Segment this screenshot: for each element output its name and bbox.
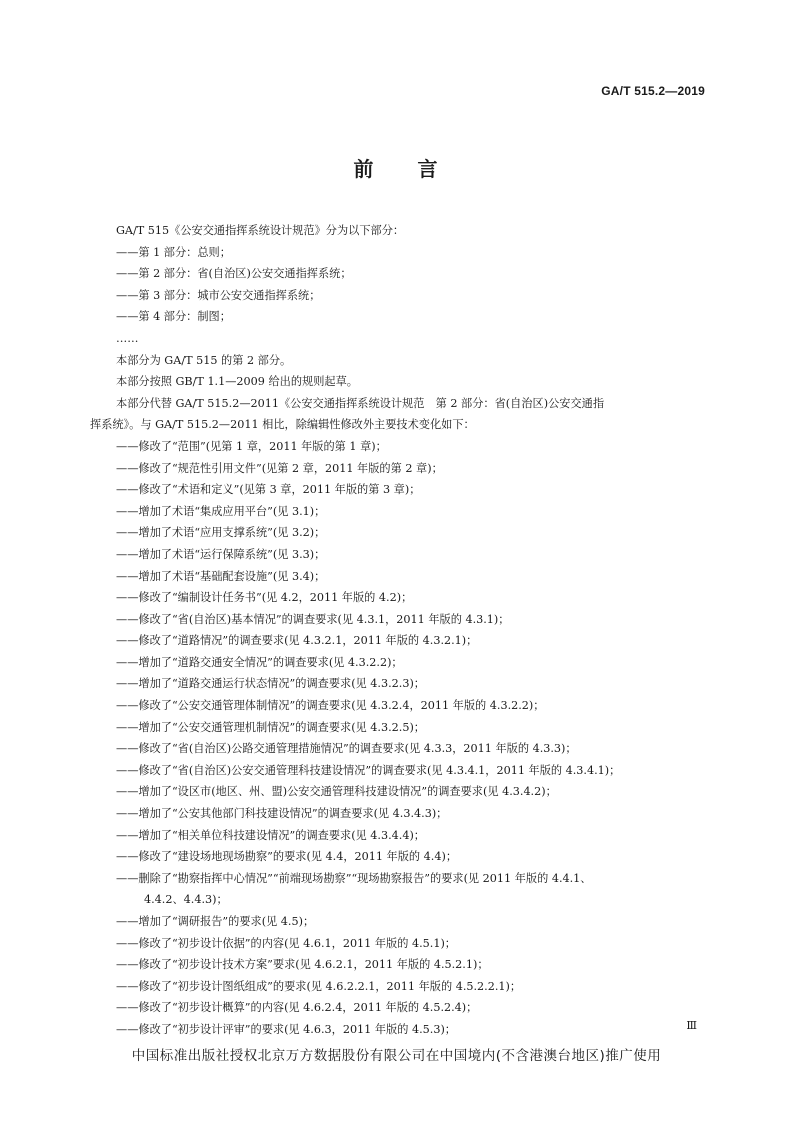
part-list-item: ——第 4 部分：制图；	[116, 310, 231, 324]
change-item: ——修改了“编制设计任务书”(见 4.2，2011 年版的 4.2)；	[116, 591, 413, 605]
change-item: ——增加了“调研报告”的要求(见 4.5)；	[116, 915, 315, 928]
change-item: ——增加了“道路交通安全情况”的调查要求(见 4.3.2.2)；	[116, 655, 403, 669]
change-item: ——修改了“道路情况”的调查要求(见 4.3.2.1，2011 年版的 4.3.2.1)；	[116, 634, 478, 648]
drafting-statement: 本部分按照 GB/T 1.1—2009 给出的规则起草。	[116, 375, 358, 389]
part-list-item: ——第 2 部分：省(自治区)公安交通指挥系统；	[116, 267, 352, 281]
part-statement: 本部分为 GA/T 515 的第 2 部分。	[116, 353, 292, 367]
change-item: ——增加了“道路交通运行状态情况”的调查要求(见 4.3.2.3)；	[116, 677, 425, 691]
title-char-2: 言	[417, 157, 440, 181]
change-item: ——修改了“省(自治区)公安交通管理科技建设情况”的调查要求(见 4.3.4.1，2011 年版的 4.3.4.1)；	[116, 763, 621, 777]
change-item: ——修改了“公安交通管理体制情况”的调查要求(见 4.3.2.4，2011 年版的 4.3.2.2)；	[116, 699, 545, 713]
change-item: ——增加了术语“集成应用平台”(见 3.1)；	[116, 504, 326, 518]
change-item: ——增加了“相关单位科技建设情况”的调查要求(见 4.3.4.4)；	[116, 828, 425, 842]
change-item: ——修改了“术语和定义”(见第 3 章，2011 年版的第 3 章)；	[116, 483, 421, 497]
change-item: ——增加了“公安交通管理机制情况”的调查要求(见 4.3.2.5)；	[116, 720, 425, 734]
change-item: ——修改了“范围”(见第 1 章，2011 年版的第 1 章)；	[116, 439, 387, 453]
change-item: ——增加了术语“基础配套设施”(见 3.4)；	[116, 569, 326, 583]
change-item: ——修改了“初步设计技术方案”要求(见 4.6.2.1，2011 年版的 4.5.2.1)；	[116, 958, 489, 972]
page-number: Ⅲ	[686, 1019, 697, 1032]
change-item: ——修改了“规范性引用文件”(见第 2 章，2011 年版的第 2 章)；	[116, 461, 443, 475]
part-list-item: ——第 1 部分：总则；	[116, 245, 231, 259]
change-item: ——增加了术语“应用支撑系统”(见 3.2)；	[116, 526, 326, 540]
document-body	[90, 220, 702, 1041]
replacement-statement-cont: 挥系统》。与 GA/T 515.2—2011 相比，除编辑性修改外主要技术变化如下：	[90, 418, 475, 432]
document-code: GA/T 515.2—2019	[601, 84, 705, 98]
change-item-continuation: 4.4.2、4.4.3)；	[144, 893, 228, 907]
intro-line: GA/T 515《公安交通指挥系统设计规范》分为以下部分：	[116, 224, 405, 237]
change-item: ——修改了“初步设计依据”的内容(见 4.6.1，2011 年版的 4.5.1)；	[116, 936, 456, 950]
part-list-ellipsis: ……	[116, 331, 139, 345]
license-footer: 中国标准出版社授权北京万方数据股份有限公司在中国境内(不含港澳台地区)推广使用	[131, 1048, 662, 1064]
change-item: ——修改了“初步设计图纸组成”的要求(见 4.6.2.2.1，2011 年版的 4.5.2.2.1)；	[116, 979, 522, 993]
change-item: ——修改了“建设场地现场勘察”的要求(见 4.4，2011 年版的 4.4)；	[116, 850, 458, 864]
part-list-item: ——第 3 部分：城市公安交通指挥系统；	[116, 288, 321, 302]
change-item: ——修改了“省(自治区)公路交通管理措施情况”的调查要求(见 4.3.3，2011 年版的 4.3.3)；	[116, 742, 577, 756]
title-char-1: 前	[353, 157, 376, 181]
change-item: ——删除了“勘察指挥中心情况”“前端现场勘察”“现场勘察报告”的要求(见 2011 年版的 4.4.1、	[116, 871, 592, 885]
replacement-statement: 本部分代替 GA/T 515.2—2011《公安交通指挥系统设计规范 第 2 部分：省(自治区)公安交通指	[116, 396, 605, 410]
page-title	[0, 153, 793, 182]
change-item: ——增加了“公安其他部门科技建设情况”的调查要求(见 4.3.4.3)；	[116, 807, 448, 821]
change-item: ——修改了“初步设计概算”的内容(见 4.6.2.4，2011 年版的 4.5.2.4)；	[116, 1001, 478, 1015]
change-item: ——增加了“设区市(地区、州、盟)公安交通管理科技建设情况”的调查要求(见 4.3.4.2)；	[116, 785, 557, 799]
change-item: ——修改了“初步设计评审”的要求(见 4.6.3，2011 年版的 4.5.3)；	[116, 1022, 456, 1036]
change-item: ——修改了“省(自治区)基本情况”的调查要求(见 4.3.1，2011 年版的 4.3.1)；	[116, 612, 510, 626]
change-item: ——增加了术语“运行保障系统”(见 3.3)；	[116, 547, 326, 561]
